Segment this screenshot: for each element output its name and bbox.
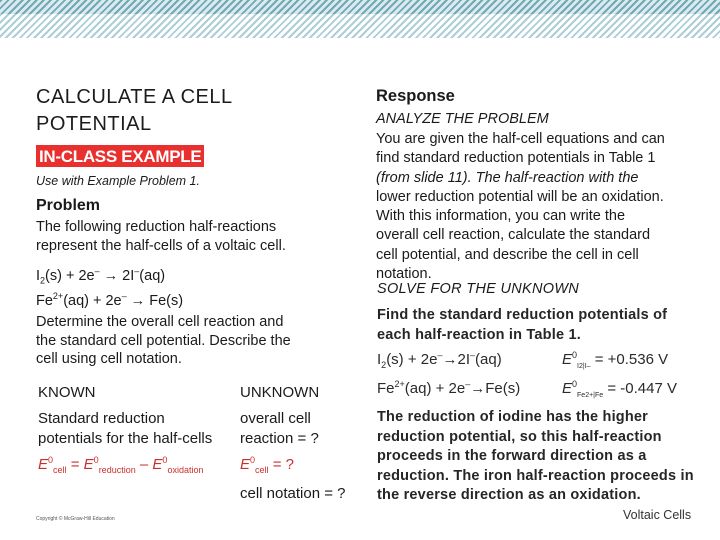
known-header: KNOWN: [38, 384, 96, 401]
problem-text-line-1: The following reduction half-reactions: [36, 219, 277, 235]
formula-e: E: [38, 456, 49, 473]
eq2-part: Fe: [36, 292, 53, 309]
formula-sup: 0: [93, 455, 99, 465]
formula-e: E: [152, 456, 163, 473]
footer-title: Voltaic Cells: [623, 508, 692, 522]
iron-potential: [562, 379, 677, 399]
analyze-line: cell potential, and describe the cell in cell: [376, 246, 639, 263]
reduction-line: The reduction of iodine has the higher: [377, 409, 649, 425]
reduction-explanation: [377, 408, 694, 506]
r1-sup: –: [470, 350, 476, 360]
analyze-line: overall cell reaction, calculate the standard: [376, 227, 651, 244]
eq2-superscript: –: [121, 291, 127, 301]
r1-part: →2I: [442, 351, 470, 368]
eq1-part: (aq): [139, 267, 166, 284]
formula-op: = ?: [268, 456, 294, 473]
formula-e: E: [83, 456, 94, 473]
iodine-reduction-row: [377, 350, 502, 370]
iodine-potential: [562, 350, 668, 370]
r1-value: = +0.536 V: [594, 351, 669, 368]
r1-part: I: [377, 351, 382, 368]
formula-sub: reduction: [98, 465, 136, 475]
r2-sup: –: [465, 379, 471, 389]
half-reaction-iodine: [36, 262, 165, 290]
r2-part: →Fe(s): [470, 380, 521, 397]
find-potentials-text: [377, 306, 667, 345]
eq2-superscript: 2+: [52, 291, 64, 301]
response-heading: Response: [376, 87, 455, 105]
reduction-line: the reverse direction as an oxidation.: [377, 487, 641, 503]
determine-line-3: cell using cell notation.: [36, 351, 182, 367]
eq1-part: → 2I: [99, 267, 135, 284]
r1-sub: 2: [381, 360, 387, 370]
analyze-text: [376, 130, 665, 284]
reduction-line: reduction potential, so this half-reaction: [377, 428, 662, 445]
r2-e-sup: 0: [572, 379, 578, 389]
slide-title: [36, 84, 233, 138]
eq1-part: I: [36, 267, 41, 284]
formula-sup: 0: [162, 455, 168, 465]
analyze-line: You are given the half-cell equations and can: [376, 131, 665, 147]
eq1-subscript: 2: [40, 275, 46, 286]
iron-reduction-row: [377, 379, 520, 397]
copyright-notice: Copyright © McGraw-Hill Education: [36, 516, 115, 522]
known-line-2: potentials for the half-cells: [38, 430, 213, 447]
title-line-2: POTENTIAL: [36, 113, 152, 135]
r1-part: (s) + 2e: [386, 351, 438, 368]
unknown-line-2: reaction = ?: [240, 430, 319, 447]
analyze-heading: ANALYZE THE PROBLEM: [376, 111, 549, 127]
formula-sup: 0: [250, 455, 256, 465]
r2-e-sub: Fe2+|Fe: [577, 392, 604, 399]
analyze-line: lower reduction potential will be an oxidation.: [376, 188, 664, 205]
analyze-line: With this information, you can write the: [376, 208, 626, 225]
unknown-line-1: overall cell: [240, 410, 311, 427]
formula-sub: oxidation: [167, 465, 204, 475]
solve-heading: SOLVE FOR THE UNKNOWN: [377, 281, 580, 297]
half-reaction-iron: [36, 287, 183, 310]
known-text: [38, 409, 212, 449]
analyze-line: (from slide 11). The half-reaction with the: [376, 169, 639, 186]
title-line-1: CALCULATE A CELL: [36, 86, 233, 108]
eq2-part: → Fe(s): [126, 292, 184, 309]
in-class-example-badge: IN-CLASS EXAMPLE: [36, 145, 204, 167]
r2-part: (aq) + 2e: [404, 380, 466, 397]
find-line-1: Find the standard reduction potentials of: [377, 307, 668, 323]
determine-line-2: the standard cell potential. Describe the: [36, 332, 291, 349]
eq1-part: (s) + 2e: [45, 267, 95, 284]
unknown-text: [240, 409, 319, 449]
r2-e: E: [562, 380, 573, 397]
determine-text: [36, 313, 291, 369]
problem-text: [36, 218, 286, 255]
problem-heading: Problem: [36, 197, 101, 214]
formula-op: =: [66, 456, 84, 473]
formula-e: E: [240, 456, 251, 473]
r1-part: (aq): [475, 351, 502, 368]
r1-e-sup: 0: [572, 350, 578, 360]
formula-sup: 0: [48, 455, 54, 465]
r1-e-sub: I2|I–: [577, 363, 591, 370]
use-with-note: Use with Example Problem 1.: [36, 174, 200, 188]
formula-sub: cell: [53, 465, 67, 475]
analyze-line: notation.: [376, 266, 432, 283]
cell-potential-formula: [38, 455, 203, 475]
formula-op: –: [135, 456, 153, 473]
eq1-superscript: –: [134, 266, 140, 276]
reduction-line: proceeds in the forward direction as a: [377, 448, 647, 464]
eq2-part: (aq) + 2e: [63, 292, 122, 309]
r2-part: Fe: [377, 380, 395, 397]
known-line-1: Standard reduction: [38, 410, 165, 427]
unknown-cell-potential: [240, 455, 294, 475]
r1-e: E: [562, 351, 573, 368]
r1-sup: –: [437, 350, 443, 360]
decorative-header-band: [0, 0, 720, 14]
analyze-line: find standard reduction potentials in Table 1: [376, 150, 656, 167]
unknown-header: UNKNOWN: [240, 384, 320, 401]
r2-value: = -0.447 V: [607, 380, 677, 397]
find-line-2: each half-reaction in Table 1.: [377, 326, 581, 343]
determine-line-1: Determine the overall cell reaction and: [36, 314, 284, 330]
formula-sub: cell: [255, 465, 269, 475]
cell-notation-unknown: cell notation = ?: [240, 485, 346, 502]
problem-text-line-2: represent the half-cells of a voltaic cell.: [36, 237, 286, 254]
reduction-line: reduction. The iron half-reaction proceeds in: [377, 467, 694, 484]
r2-sup: 2+: [394, 379, 405, 389]
eq1-superscript: –: [94, 266, 100, 276]
